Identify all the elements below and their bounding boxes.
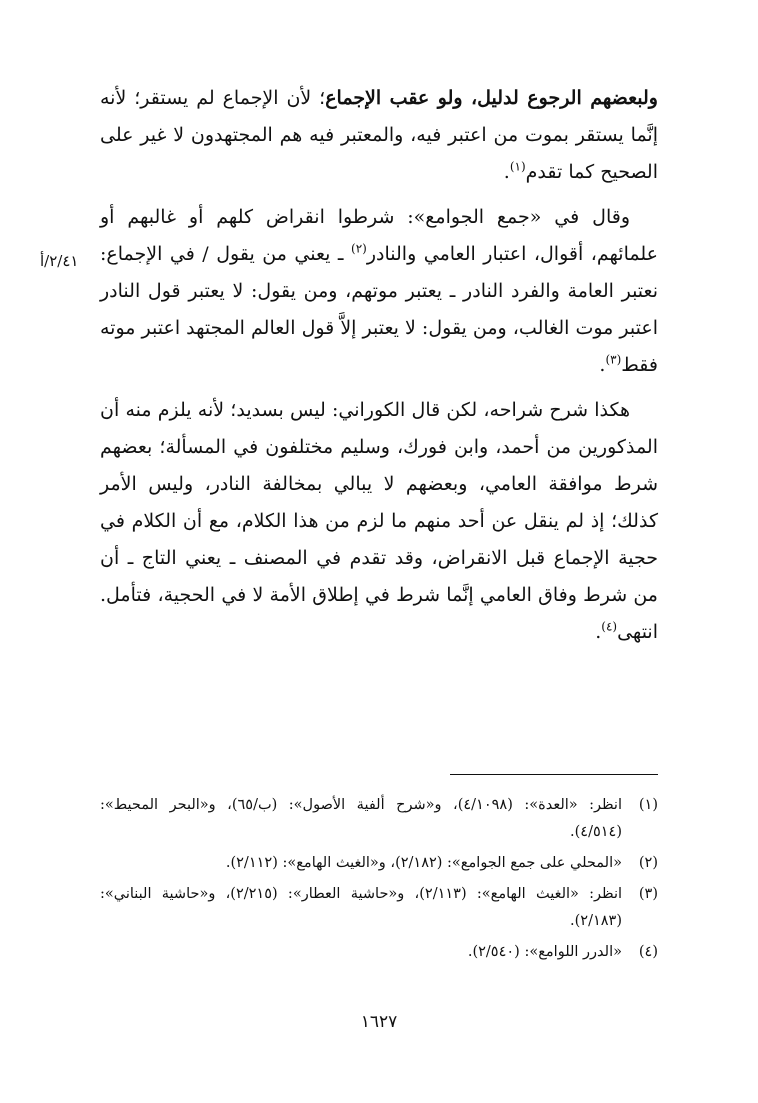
- paragraph-3-end: .: [595, 621, 602, 643]
- footnote-divider: [450, 774, 658, 775]
- footnote-number: (٢): [638, 855, 658, 871]
- paragraph-2-text-a: وقال في «جمع الجوامع»: شرطوا انقراض كلهم أو غالبهم أو علمائهم، أقوال، اعتبار العامي والنادر: [100, 206, 658, 265]
- footnote-ref-3: (٣): [605, 352, 622, 367]
- footnote-number: (٣): [638, 886, 658, 902]
- footnote-text: انظر: «الغيث الهامع»: (٢/١١٣)، و«حاشية العطار»: (٢/٢١٥)، و«حاشية البناني»: (٢/١٨٣).: [100, 886, 623, 929]
- bold-phrase: ولبعضهم الرجوع لدليل، ولو عقب الإجماع: [325, 87, 658, 109]
- footnote-ref-4: (٤): [601, 619, 618, 634]
- paragraph-1-end: .: [503, 161, 510, 183]
- footnote-item: [100, 792, 658, 846]
- paragraph-1: [100, 80, 658, 191]
- page-number: ١٦٢٧: [360, 1012, 398, 1032]
- footnote-text: «الدرر اللوامع»: (٢/٥٤٠).: [467, 944, 622, 960]
- manuscript-folio-note: ٢/٤١/أ: [40, 252, 79, 270]
- footnote-item: [100, 850, 658, 877]
- footnote-item: [100, 939, 658, 966]
- paragraph-3-text: هكذا شرح شراحه، لكن قال الكوراني: ليس بسديد؛ لأنه يلزم منه أن المذكورين من أحمد، وابن فورك، وسليم مختلفون في المسألة؛ بعضهم شرط موافقة العامي، وبعضهم لا يبالي بمخالفة النادر، وليس الأمر كذلك؛ إذ لم ينقل عن أحد منهم ما لزم من هذا الكلام، مع أن الكلام في حجية الإجماع قبل الانقراض، وقد تقدم في المصنف ـ يعني التاج ـ أن من شرط وفاق العامي إنَّما شرط في إطلاق الأمة لا في الحجية، فتأمل. انتهى: [100, 399, 658, 643]
- paragraph-2-text-b: ـ يعني من يقول / في الإجماع: نعتبر العامة والفرد النادر ـ يعتبر موتهم، ومن يقول: لا يعتبر قول النادر اعتبر موت الغالب، ومن يقول: لا يعتبر إلاَّ قول العالم المجتهد اعتبر موته فقط: [100, 243, 658, 376]
- paragraph-1-text: ؛ لأن الإجماع لم يستقر؛ لأنه إنَّما يستقر بموت من اعتبر فيه، والمعتبر فيه هم المجتهدون لا غير على الصحيح كما تقدم: [100, 87, 658, 183]
- footnote-item: [100, 881, 658, 935]
- footnote-number: (٤): [638, 944, 658, 960]
- footnote-text: انظر: «العدة»: (٤/١٠٩٨)، و«شرح ألفية الأصول»: (ب/٦٥)، و«البحر المحيط»: (٤/٥١٤).: [100, 797, 622, 840]
- footnote-ref-1: (١): [509, 159, 526, 174]
- footnotes: [100, 792, 658, 970]
- footnote-ref-2: (٢): [351, 241, 367, 256]
- main-text: [100, 80, 658, 659]
- footnote-number: (١): [638, 797, 658, 813]
- paragraph-3: [100, 392, 658, 651]
- footnote-text: «المحلي على جمع الجوامع»: (٢/١٨٢)، و«الغيث الهامع»: (٢/١١٢).: [225, 855, 622, 871]
- paragraph-2-end: .: [599, 354, 606, 376]
- paragraph-2: [100, 199, 658, 384]
